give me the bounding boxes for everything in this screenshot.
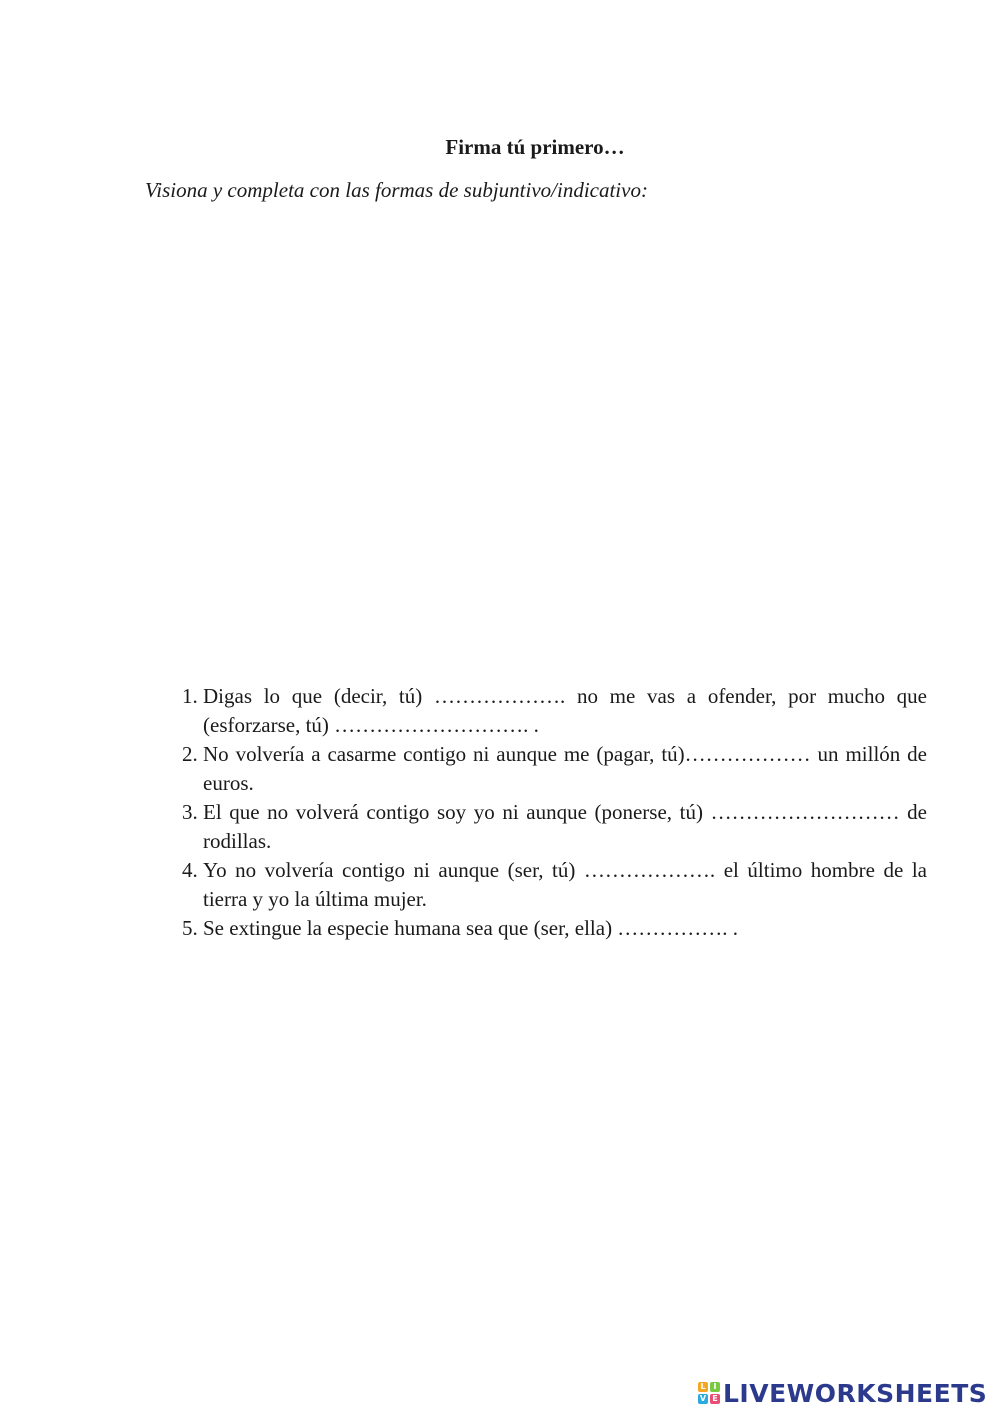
logo-mark-cell-4: E (710, 1394, 720, 1404)
exercise-item-2: 2. No volvería a casarme contigo ni aunque me (pagar, tú)……………… un millón de euros. (203, 740, 927, 798)
liveworksheets-logo (698, 1377, 987, 1409)
exercise-item-3: 3. El que no volverá contigo soy yo ni aunque (ponerse, tú) ……………………… de rodillas. (203, 798, 927, 856)
exercise-list (160, 682, 927, 943)
liveworksheets-mark-icon (698, 1382, 720, 1404)
logo-mark-cell-1: L (698, 1382, 708, 1392)
exercise-item-5: 5. Se extingue la especie humana sea que (ser, ella) ……………. . (203, 914, 927, 943)
worksheet-title: Firma tú primero… (445, 135, 625, 159)
worksheet-instructions: Visiona y completa con las formas de subjuntivo/indicativo: (145, 178, 648, 202)
video-placeholder-area (145, 225, 925, 645)
liveworksheets-logo-text: LIVEWORKSHEETS (723, 1378, 988, 1408)
logo-mark-cell-3: V (699, 1394, 707, 1403)
exercise-item-1: 1. Digas lo que (decir, tú) ………………. no me vas a ofender, por mucho que (esforzarse, tú) ………………………. . (203, 682, 927, 740)
logo-mark-cell-2: I (710, 1382, 720, 1392)
exercise-item-4: 4. Yo no volvería contigo ni aunque (ser, tú) ………………. el último hombre de la tierra y yo la última mujer. (203, 856, 927, 914)
